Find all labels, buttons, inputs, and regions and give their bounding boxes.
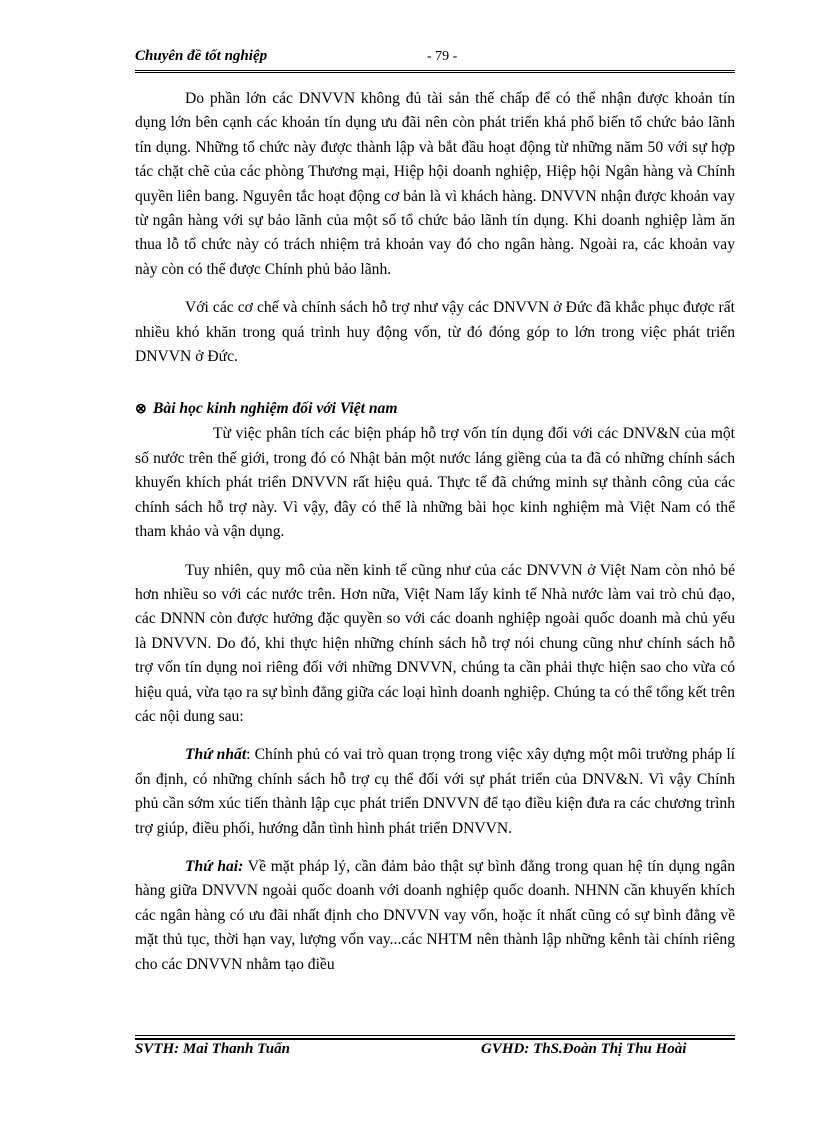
page-number: - 79 - xyxy=(427,49,458,64)
section-heading-text: Bài học kinh nghiệm đối với Việt nam xyxy=(153,400,398,418)
footer-rule xyxy=(135,1035,735,1036)
first-point-lead: Thứ nhất xyxy=(185,746,247,764)
paragraph-germany-summary: Với các cơ chế và chính sách hỗ trợ như vậy các DNVVN ở Đức đã khắc phục được rất nhiều khó khăn trong quá trình huy động vốn, từ đó đóng góp to lớn trong việc phát triển DNVVN ở Đức. xyxy=(135,299,735,366)
paragraph-first-point xyxy=(135,743,735,841)
document-body xyxy=(135,87,735,977)
footer-advisor: GVHD: ThS.Đoàn Thị Thu Hoài xyxy=(481,1041,687,1057)
footer-student: SVTH: Mai Thanh Tuấn xyxy=(135,1041,290,1057)
second-point-lead: Thứ hai: xyxy=(185,857,244,875)
paragraph-second-point xyxy=(135,855,735,977)
paragraph-lessons: Từ việc phân tích các biện pháp hỗ trợ vốn tín dụng đối với các DNV&N của một số nước trên thế giới, trong đó có Nhật bản một nước láng giềng của ta đã có những chính sách khuyến khích phát triển DNVVN rất hiệu quả. Thực tế đã chứng minh sự thành công của các chính sách hỗ trợ này. Vì vậy, đây có thể là những bài học kinh nghiệm mà Việt Nam có thể tham khảo và vận dụng. xyxy=(135,425,735,541)
section-heading xyxy=(135,397,735,422)
footer-rule-thick xyxy=(135,1038,735,1040)
paragraph-credit-guarantee: Do phần lớn các DNVVN không đủ tài sản thế chấp để có thể nhận được khoản tín dụng lớn bên cạnh các khoản tín dụng ưu đãi nên còn phát triển khá phổ biến tổ chức bảo lãnh tín dụng. Những tổ chức này được thành lập và bắt đầu hoạt động từ những năm 50 với sự hợp tác chặt chẽ của các phòng Thương mại, Hiệp hội doanh nghiệp, Hiệp hội Ngân hàng và Chính quyền liên bang. Nguyên tắc hoạt động cơ bản là vì khách hàng. DNVVN nhận được khoản vay từ ngân hàng với sự bảo lãnh của một số tổ chức bảo lãnh tín dụng. Khi doanh nghiệp làm ăn thua lỗ tổ chức này có trách nhiệm trả khoản vay đó cho ngân hàng. Ngoài ra, các khoản vay này còn có thể được Chính phủ bảo lãnh. xyxy=(135,90,735,278)
circle-x-bullet-icon: ⊗ xyxy=(135,402,147,418)
paragraph-vietnam-context: Tuy nhiên, quy mô của nền kinh tế cũng như của các DNVVN ở Việt Nam còn nhỏ bé hơn nhiều so với các nước trên. Hơn nữa, Việt Nam lấy kinh tế Nhà nước làm vai trò chủ đạo, các DNNN còn được hưởng đặc quyền so với các doanh nghiệp ngoài quốc doanh mà chủ yếu là DNVVN. Do đó, khi thực hiện những chính sách hỗ trợ nói chung cũng như chính sách hỗ trợ vốn tín dụng noi riêng đối với những DNVVN, chúng ta cần phải thực hiện sao cho vừa có hiệu quả, vừa tạo ra sự bình đẳng giữa các loại hình doanh nghiệp. Chúng ta có thể tổng kết trên các nội dung sau: xyxy=(135,561,735,725)
second-point-text: Về mặt pháp lý, cần đảm bảo thật sự bình đẳng trong quan hệ tín dụng ngân hàng giữa DNVVN ngoài quốc doanh với doanh nghiệp quốc doanh. NHNN cần khuyến khích các ngân hàng có ưu đãi nhất định cho DNVVN vay vốn, hoặc ít nhất cũng có sự bình đẳng về mặt thủ tục, thời hạn vay, lượng vốn vay...các NHTM nên thành lập những kênh tài chính riêng cho các DNVVN nhằm tạo điều xyxy=(135,857,735,973)
header-title: Chuyên đề tốt nghiệp xyxy=(135,48,268,64)
first-point-text: : Chính phủ có vai trò quan trọng trong việc xây dựng một môi trường pháp lí ổn định, có những chính sách hỗ trợ cụ thể đối với sự phát triển của DNV&N. Vì vậy Chính phủ cần sớm xúc tiến thành lập cục phát triển DNVVN để tạo điều kiện đưa ra các chương trình trợ giúp, điều phối, hướng dẫn tình hình phát triển DNVVN. xyxy=(135,746,735,837)
page-header xyxy=(135,48,735,70)
header-rule xyxy=(135,70,735,73)
